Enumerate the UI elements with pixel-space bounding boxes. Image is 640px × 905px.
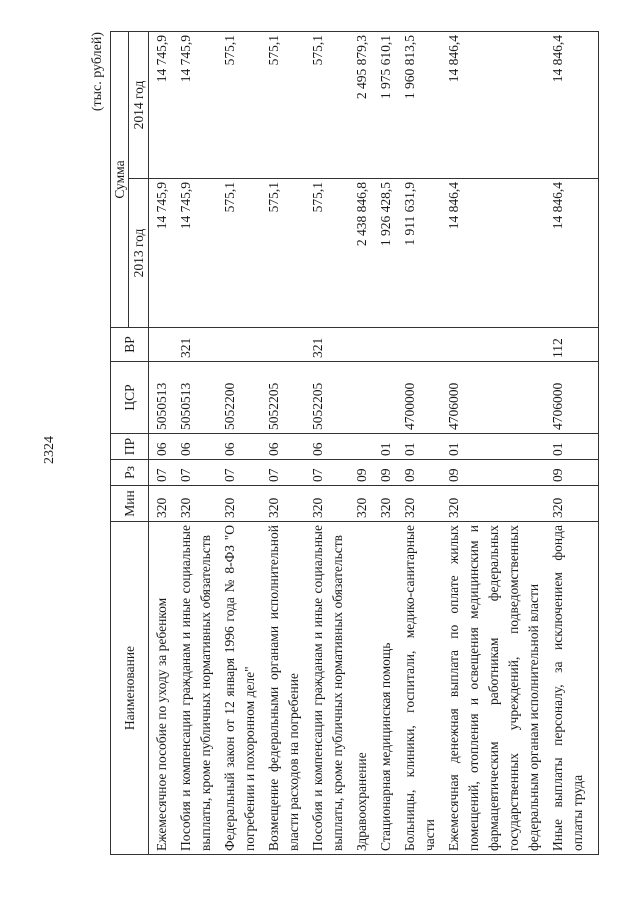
table-header <box>111 31 149 854</box>
cell-csr: 5050513 <box>149 362 177 434</box>
cell-min: 320 <box>444 486 548 522</box>
bottom-edge-cell <box>592 434 599 460</box>
cell-csr: 4700000 <box>400 362 444 434</box>
cell-pr: 01 <box>400 434 444 460</box>
cell-vr: 321 <box>308 328 352 362</box>
header-rz: Рз <box>111 460 149 486</box>
cell-vr: 321 <box>176 328 220 362</box>
cell-rz: 09 <box>352 460 376 486</box>
cell-name: Ежемесячная денежная выплата по оплате жилых помещений, отопления и освещения медицинским и фармацевтическим работникам федеральных государственных учреждений, подведомственных федеральным органам исполнительной власти <box>444 522 548 855</box>
cell-rz: 07 <box>176 460 220 486</box>
cell-rz: 09 <box>400 460 444 486</box>
cell-name: Пособия и компенсации гражданам и иные социальные выплаты, кроме публичных нормативных обязательств <box>308 522 352 855</box>
cell-pr <box>352 434 376 460</box>
table-row <box>220 31 264 854</box>
unit-note: (тыс. рублей) <box>90 32 105 112</box>
cell-y2014: 575,1 <box>308 31 352 178</box>
budget-table <box>110 31 599 855</box>
cell-pr: 01 <box>548 434 592 460</box>
cell-min: 320 <box>308 486 352 522</box>
bottom-edge-cell <box>592 31 599 178</box>
cell-y2014: 575,1 <box>264 31 308 178</box>
cell-pr: 01 <box>444 434 548 460</box>
cell-pr: 06 <box>308 434 352 460</box>
table-row <box>149 31 177 854</box>
table-row <box>400 31 444 854</box>
cell-pr: 06 <box>264 434 308 460</box>
table-row <box>548 31 592 854</box>
cell-min: 320 <box>220 486 264 522</box>
cell-vr <box>400 328 444 362</box>
table-row <box>264 31 308 854</box>
table-body <box>149 31 599 854</box>
cell-name: Возмещение федеральными органами исполнительной власти расходов на погребение <box>264 522 308 855</box>
table-bottom-edge <box>592 31 599 854</box>
table-row <box>176 31 220 854</box>
cell-vr <box>149 328 177 362</box>
page-number: 2324 <box>42 436 57 464</box>
cell-name: Иные выплаты персоналу, за исключением фонда оплаты труда <box>548 522 592 855</box>
cell-y2013: 14 846,4 <box>444 179 548 328</box>
cell-y2014: 575,1 <box>220 31 264 178</box>
cell-vr <box>264 328 308 362</box>
rotated-table-page <box>90 30 585 855</box>
cell-y2014: 14 745,9 <box>149 31 177 178</box>
cell-y2013: 575,1 <box>264 179 308 328</box>
cell-rz: 09 <box>444 460 548 486</box>
cell-pr: 06 <box>176 434 220 460</box>
cell-y2014: 1 960 813,5 <box>400 31 444 178</box>
cell-min: 320 <box>548 486 592 522</box>
table-row <box>308 31 352 854</box>
cell-csr: 5052200 <box>220 362 264 434</box>
cell-csr: 4706000 <box>444 362 548 434</box>
header-csr: ЦСР <box>111 362 149 434</box>
bottom-edge-cell <box>592 362 599 434</box>
cell-csr: 5052205 <box>264 362 308 434</box>
header-min: Мин <box>111 486 149 522</box>
bottom-edge-cell <box>592 522 599 855</box>
cell-name: Ежемесячное пособие по уходу за ребенком <box>149 522 177 855</box>
cell-csr <box>376 362 400 434</box>
cell-csr: 5052205 <box>308 362 352 434</box>
cell-rz: 07 <box>220 460 264 486</box>
cell-rz: 07 <box>264 460 308 486</box>
cell-min: 320 <box>376 486 400 522</box>
cell-y2014: 1 975 610,1 <box>376 31 400 178</box>
table-row <box>376 31 400 854</box>
cell-rz: 07 <box>149 460 177 486</box>
cell-vr: 112 <box>548 328 592 362</box>
table-row <box>444 31 548 854</box>
cell-y2013: 14 745,9 <box>176 179 220 328</box>
cell-rz: 09 <box>548 460 592 486</box>
header-name: Наименование <box>111 522 149 855</box>
header-2013: 2013 год <box>129 179 149 328</box>
cell-y2013: 14 846,4 <box>548 179 592 328</box>
cell-y2014: 14 846,4 <box>444 31 548 178</box>
cell-y2014: 14 846,4 <box>548 31 592 178</box>
cell-min: 320 <box>149 486 177 522</box>
cell-pr: 01 <box>376 434 400 460</box>
header-vr: ВР <box>111 328 149 362</box>
cell-name: Стационарная медицинская помощь <box>376 522 400 855</box>
cell-name: Пособия и компенсации гражданам и иные социальные выплаты, кроме публичных нормативных обязательств <box>176 522 220 855</box>
cell-pr: 06 <box>220 434 264 460</box>
cell-rz: 09 <box>376 460 400 486</box>
cell-y2013: 14 745,9 <box>149 179 177 328</box>
cell-y2013: 2 438 846,8 <box>352 179 376 328</box>
bottom-edge-cell <box>592 328 599 362</box>
cell-y2013: 575,1 <box>220 179 264 328</box>
cell-y2013: 1 926 428,5 <box>376 179 400 328</box>
header-2014: 2014 год <box>129 31 149 178</box>
table-row <box>352 31 376 854</box>
cell-min: 320 <box>264 486 308 522</box>
cell-name: Федеральный закон от 12 января 1996 года № 8-ФЗ "О погребении и похоронном деле" <box>220 522 264 855</box>
cell-pr: 06 <box>149 434 177 460</box>
cell-rz: 07 <box>308 460 352 486</box>
header-pr: ПР <box>111 434 149 460</box>
header-sum: Сумма <box>111 31 129 327</box>
cell-vr <box>220 328 264 362</box>
cell-csr <box>352 362 376 434</box>
cell-y2013: 575,1 <box>308 179 352 328</box>
cell-min: 320 <box>352 486 376 522</box>
cell-vr <box>444 328 548 362</box>
cell-csr: 5050513 <box>176 362 220 434</box>
cell-vr <box>352 328 376 362</box>
cell-y2013: 1 911 631,9 <box>400 179 444 328</box>
cell-name: Больницы, клиники, госпитали, медико-санитарные части <box>400 522 444 855</box>
bottom-edge-cell <box>592 179 599 328</box>
bottom-edge-cell <box>592 486 599 522</box>
cell-min: 320 <box>400 486 444 522</box>
cell-y2014: 14 745,9 <box>176 31 220 178</box>
cell-csr: 4706000 <box>548 362 592 434</box>
cell-y2014: 2 495 879,3 <box>352 31 376 178</box>
bottom-edge-cell <box>592 460 599 486</box>
cell-min: 320 <box>176 486 220 522</box>
cell-vr <box>376 328 400 362</box>
cell-name: Здравоохранение <box>352 522 376 855</box>
